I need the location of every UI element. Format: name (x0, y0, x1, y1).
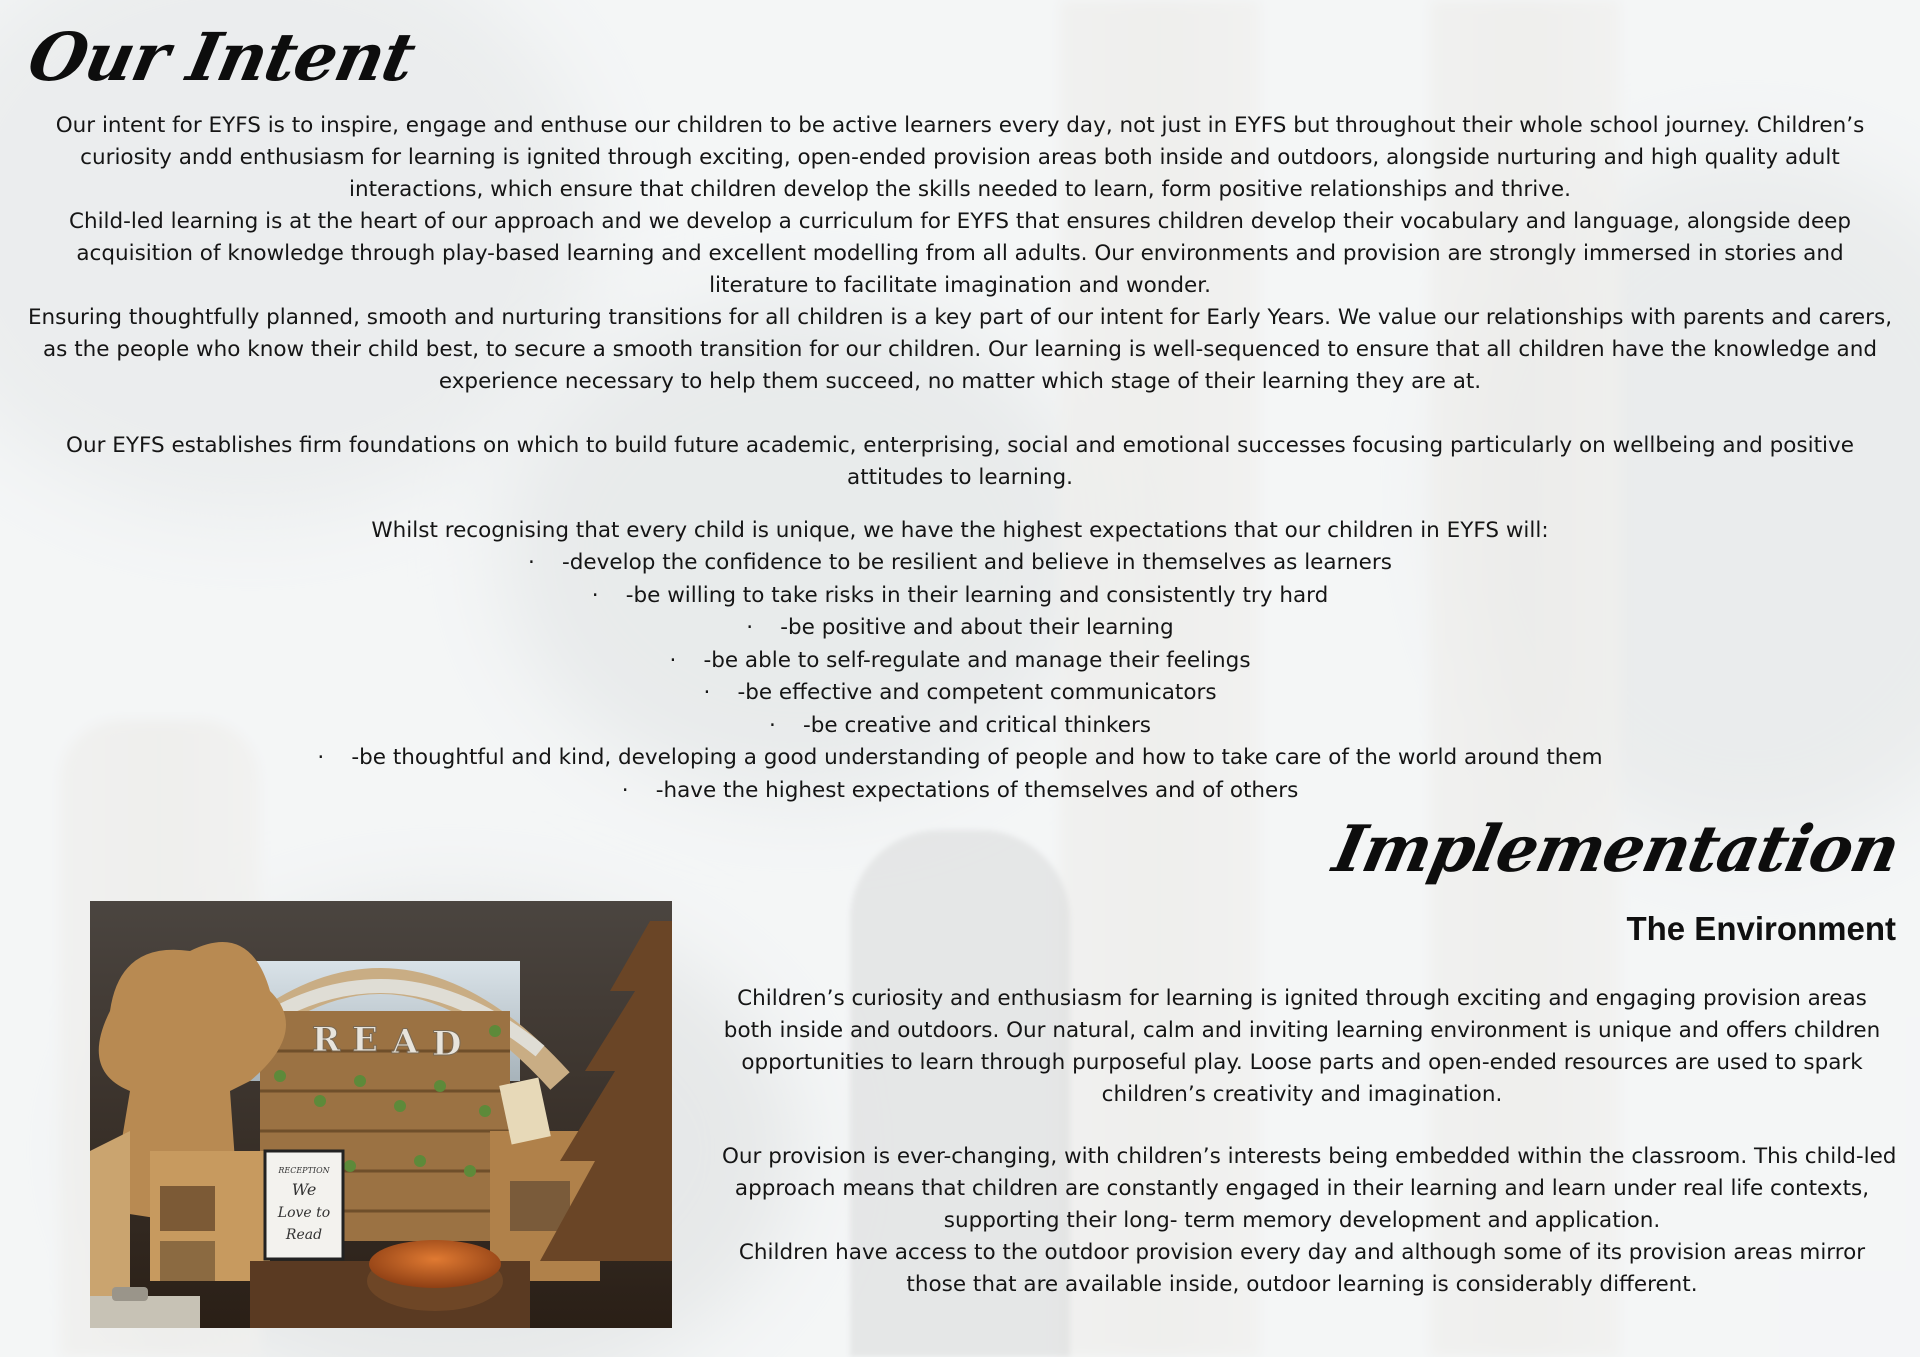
reading-area-photo (90, 901, 672, 1328)
intent-paragraph-3 (0, 302, 1920, 398)
text-line: both inside and outdoors. Our natural, calm and inviting learning environment is unique and offers children (723, 1018, 1881, 1043)
text-line: Our intent for EYFS is to inspire, engage and enthuse our children to be active learners every day, not just in EYFS but throughout their whole school journey. Children’s (55, 113, 1865, 138)
list-item: · -be able to self-regulate and manage their feelings (0, 645, 1920, 678)
list-item: · -be willing to take risks in their learning and consistently try hard (0, 580, 1920, 613)
list-item: · -be thoughtful and kind, developing a good understanding of people and how to take care of the world around them (0, 742, 1920, 775)
text-line: supporting their long- term memory development and application. (943, 1208, 1661, 1233)
banner-letter: R (312, 1020, 341, 1060)
text-line: interactions, which ensure that children develop the skills needed to learn, form positive relationships and thrive. (349, 177, 1571, 202)
list-item: · -have the highest expectations of themselves and of others (0, 775, 1920, 808)
expectations-list (0, 547, 1920, 807)
banner-letter: E (352, 1020, 378, 1060)
environment-heading: The Environment (1626, 910, 1896, 947)
implementation-paragraph-2 (722, 1141, 1897, 1301)
sign-line: We (291, 1180, 317, 1199)
text-line: Child-led learning is at the heart of our approach and we develop a curriculum for EYFS that ensures children develop their vocabulary and language, alongside deep (68, 209, 1852, 234)
bullet-icon: · (528, 550, 535, 575)
bullet-icon: · (746, 615, 754, 640)
sign-line: Love to (277, 1205, 331, 1221)
expectations-intro: Whilst recognising that every child is unique, we have the highest expectations that our children in EYFS will: (371, 518, 1549, 543)
intent-paragraph-1 (0, 110, 1920, 206)
text-line: children’s creativity and imagination. (1101, 1082, 1503, 1107)
text-line: curiosity andd enthusiasm for learning is ignited through exciting, open-ended provision areas both inside and outdoors, alongside nurturing and high quality adult (80, 145, 1840, 170)
text-line: Our EYFS establishes firm foundations on which to build future academic, enterprising, social and emotional successes focusing particularly on wellbeing and positive (66, 433, 1854, 458)
intent-paragraph-4 (0, 430, 1920, 494)
list-item: · -be effective and competent communicators (0, 677, 1920, 710)
text-line: Our provision is ever-changing, with children’s interests being embedded within the classroom. This child-led (722, 1144, 1897, 1169)
bullet-icon: · (769, 712, 776, 738)
bullet-icon: · (669, 647, 677, 673)
sign-line: RECEPTION (278, 1166, 330, 1175)
list-item: · -develop the confidence to be resilient and believe in themselves as learners (0, 547, 1920, 580)
text-line: experience necessary to help them succeed, no matter which stage of their learning they are at. (438, 369, 1482, 394)
text-line: those that are available inside, outdoor learning is considerably different. (906, 1272, 1698, 1297)
implementation-title: Implementation (1327, 812, 1906, 887)
text-line: Children’s curiosity and enthusiasm for learning is ignited through exciting and engaging provision areas (737, 986, 1867, 1011)
text-line: opportunities to learn through purposeful play. Loose parts and open-ended resources are used to spark (741, 1050, 1863, 1075)
list-item: · -be positive and about their learning (0, 612, 1920, 645)
banner-letter: D (432, 1024, 462, 1064)
text-line: attitudes to learning. (847, 465, 1073, 490)
list-item: · -be creative and critical thinkers (0, 710, 1920, 743)
text-line: Ensuring thoughtfully planned, smooth and nurturing transitions for all children is a key part of our intent for Early Years. We value our relationships with parents and carers, (27, 305, 1893, 330)
banner-letter: A (392, 1022, 419, 1062)
bullet-icon: · (317, 745, 325, 770)
bullet-icon: · (621, 777, 629, 803)
intent-paragraph-2 (0, 206, 1920, 302)
text-line: as the people who know their child best, to secure a smooth transition for our children. Our learning is well-sequenced to ensure that all children have the knowledge and (43, 337, 1877, 362)
bullet-icon: · (591, 582, 599, 608)
sign-line: Read (285, 1227, 323, 1243)
intent-title: Our Intent (21, 18, 422, 96)
text-line: Children have access to the outdoor provision every day and although some of its provision areas mirror (738, 1240, 1866, 1265)
text-line: literature to facilitate imagination and wonder. (709, 273, 1211, 298)
implementation-paragraph-1 (722, 983, 1882, 1111)
text-line: approach means that children are constantly engaged in their learning and learn under real life contexts, (734, 1176, 1870, 1201)
text-line: acquisition of knowledge through play-based learning and excellent modelling from all adults. Our environments and provision are strongly immersed in stories and (76, 241, 1844, 266)
bullet-icon: · (703, 680, 711, 705)
